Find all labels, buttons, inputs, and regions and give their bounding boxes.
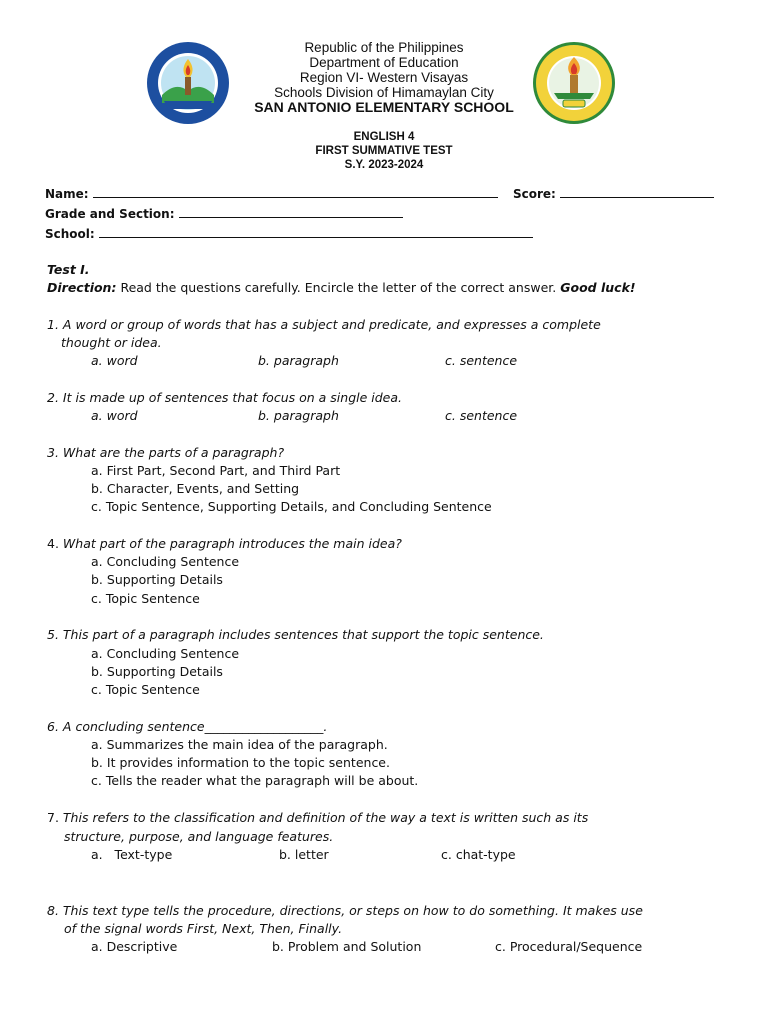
question-1 <box>47 317 601 333</box>
question-text: A word or group of words that has a subject and predicate, and expresses a complete <box>62 317 601 332</box>
choice-1a[interactable]: a. word <box>91 353 138 368</box>
choice-8a[interactable]: a. Descriptive <box>91 939 178 954</box>
choice-1c[interactable]: c. sentence <box>445 353 518 368</box>
score-field[interactable] <box>513 186 714 201</box>
name-label: Name: <box>45 187 89 201</box>
grade-section-label: Grade and Section: <box>45 207 175 221</box>
school-year: S.Y. 2023-2024 <box>344 159 424 171</box>
choice-3b[interactable]: b. Character, Events, and Setting <box>91 481 300 496</box>
question-7 <box>47 810 588 826</box>
question-5 <box>47 627 544 643</box>
school-name: SAN ANTONIO ELEMENTARY SCHOOL <box>254 99 514 115</box>
choice-4b[interactable]: b. Supporting Details <box>91 572 223 587</box>
choice-5b[interactable]: b. Supporting Details <box>91 664 223 679</box>
question-7-cont: structure, purpose, and language features. <box>64 829 334 844</box>
question-number: 4. <box>47 536 59 551</box>
question-3 <box>47 445 284 461</box>
question-2 <box>47 390 402 406</box>
question-text: What part of the paragraph introduces the main idea? <box>62 536 402 551</box>
question-1-cont: thought or idea. <box>61 335 162 350</box>
choice-5a[interactable]: a. Concluding Sentence <box>91 646 240 661</box>
choice-4c[interactable]: c. Topic Sentence <box>91 591 200 606</box>
choice-3a[interactable]: a. First Part, Second Part, and Third Part <box>91 463 341 478</box>
question-text: A concluding sentence___________________. <box>62 719 328 734</box>
grade-section-field[interactable] <box>45 206 403 221</box>
choice-2a[interactable]: a. word <box>91 408 138 423</box>
question-text: What are the parts of a paragraph? <box>62 445 285 460</box>
question-8 <box>47 903 643 919</box>
school-blank[interactable] <box>99 226 533 238</box>
grade-section-blank[interactable] <box>179 206 403 218</box>
question-number: 3. <box>47 445 59 460</box>
school-label: School: <box>45 227 95 241</box>
test-subject: ENGLISH 4 <box>353 131 415 143</box>
choice-8b[interactable]: b. Problem and Solution <box>272 939 422 954</box>
school-field[interactable] <box>45 226 533 241</box>
name-blank[interactable] <box>93 186 498 198</box>
question-8-cont: of the signal words First, Next, Then, Finally. <box>64 921 343 936</box>
question-number: 1. <box>47 317 59 332</box>
choice-1b[interactable]: b. paragraph <box>258 353 339 368</box>
question-6 <box>47 719 327 735</box>
choice-7c[interactable]: c. chat-type <box>441 847 516 862</box>
choice-6a[interactable]: a. Summarizes the main idea of the paragraph. <box>91 737 388 752</box>
question-number: 6. <box>47 719 59 734</box>
test-label: Test I. <box>47 262 90 277</box>
choice-7a[interactable]: a. Text-type <box>91 847 173 862</box>
choice-2c[interactable]: c. sentence <box>445 408 518 423</box>
header-line-division: Schools Division of Himamaylan City <box>274 85 494 100</box>
question-number: 2. <box>47 390 59 405</box>
question-text: This refers to the classification and definition of the way a text is written such as its <box>62 810 589 825</box>
choice-7b[interactable]: b. letter <box>279 847 329 862</box>
choice-8c[interactable]: c. Procedural/Sequence <box>495 939 643 954</box>
question-number: 5. <box>47 627 59 642</box>
choice-6b[interactable]: b. It provides information to the topic sentence. <box>91 755 390 770</box>
header-line-deped: Department of Education <box>309 55 459 70</box>
header-line-region: Region VI- Western Visayas <box>299 70 469 85</box>
question-number: 8. <box>47 903 59 918</box>
choice-4a[interactable]: a. Concluding Sentence <box>91 554 240 569</box>
direction-label: Direction: <box>47 280 117 295</box>
test-name: FIRST SUMMATIVE TEST <box>315 145 453 157</box>
choice-3c[interactable]: c. Topic Sentence, Supporting Details, and Concluding Sentence <box>91 499 492 514</box>
choice-2b[interactable]: b. paragraph <box>258 408 339 423</box>
direction <box>47 280 636 296</box>
question-text: This part of a paragraph includes sentences that support the topic sentence. <box>62 627 544 642</box>
question-4 <box>47 536 402 552</box>
question-text: It is made up of sentences that focus on a single idea. <box>62 390 402 405</box>
score-label: Score: <box>513 187 556 201</box>
question-text: This text type tells the procedure, directions, or steps on how to do something. It makes use <box>62 903 643 918</box>
choice-6c[interactable]: c. Tells the reader what the paragraph will be about. <box>91 773 419 788</box>
name-field[interactable] <box>45 186 498 201</box>
header-line-republic: Republic of the Philippines <box>304 40 464 55</box>
score-blank[interactable] <box>560 186 714 198</box>
direction-text: Read the questions carefully. Encircle the letter of the correct answer. <box>120 280 557 295</box>
good-luck: Good luck! <box>560 280 636 295</box>
question-number: 7. <box>47 810 59 825</box>
choice-5c[interactable]: c. Topic Sentence <box>91 682 200 697</box>
